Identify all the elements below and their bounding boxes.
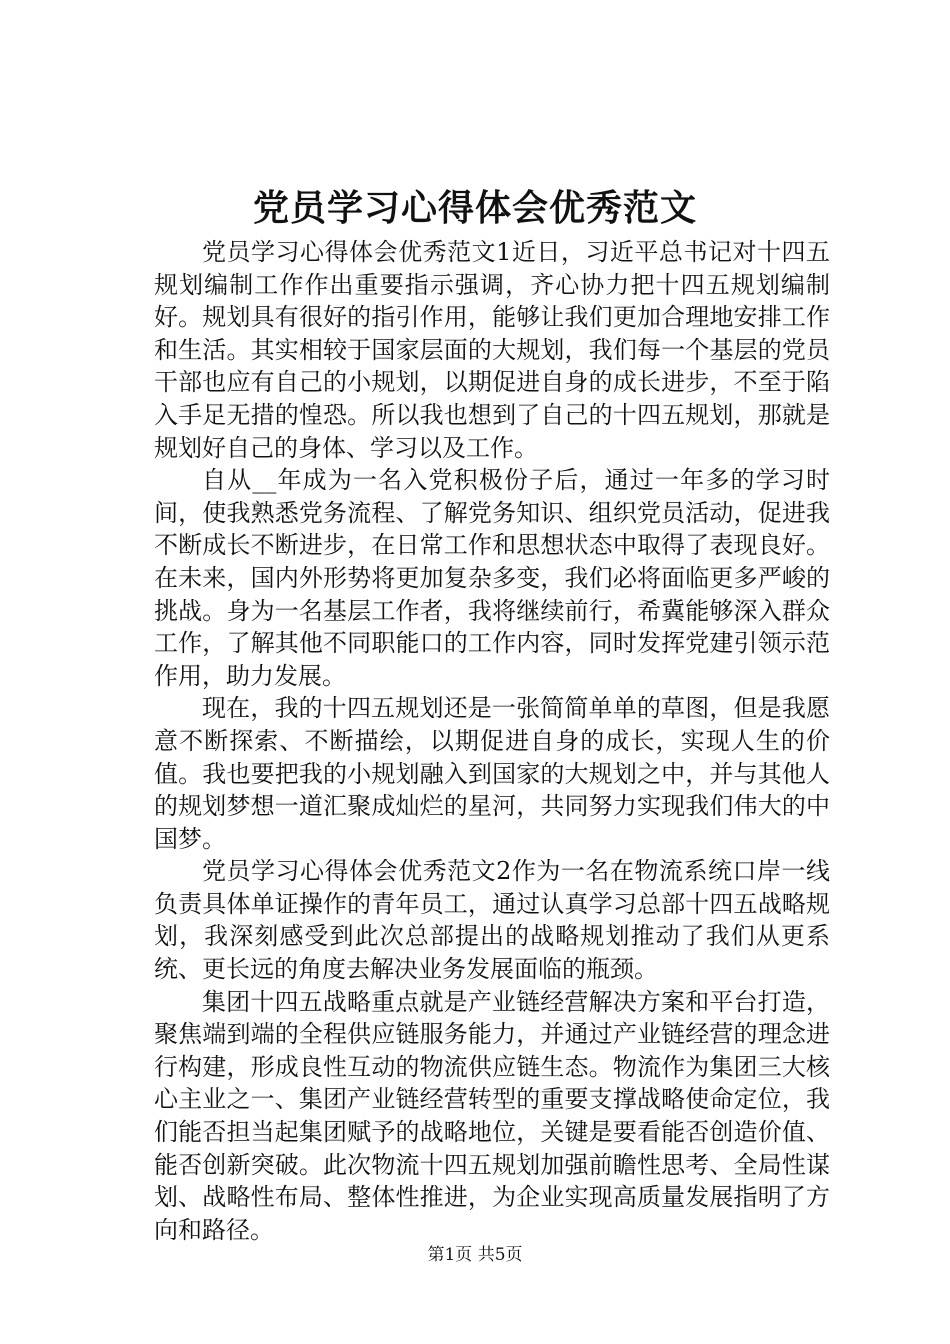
- paragraph-3: 现在，我的十四五规划还是一张简简单单的草图，但是我愿意不断探索、不断描绘，以期促进自身的成长，实现人生的价值。我也要把我的小规划融入到国家的大规划之中，并与其他人的规划梦想一道汇聚成灿烂的星河，共同努力实现我们伟大的中国梦。: [154, 694, 830, 853]
- paragraph-2: 自从__年成为一名入党积极份子后，通过一年多的学习时间，使我熟悉党务流程、了解党务知识、组织党员活动，促进我不断成长不断进步，在日常工作和思想状态中取得了表现良好。在未来，国内外形势将更加复杂多变，我们必将面临更多严峻的挑战。身为一名基层工作者，我将继续前行，希冀能够深入群众工作，了解其他不同职能口的工作内容，同时发挥党建引领示范作用，助力发展。: [154, 466, 830, 690]
- document-title: 党员学习心得体会优秀范文: [252, 187, 697, 229]
- page-footer: 第1页 共5页: [427, 1245, 523, 1265]
- document-body: [154, 236, 830, 1246]
- paragraph-4: 党员学习心得体会优秀范文2作为一名在物流系统口岸一线负责具体单证操作的青年员工，通过认真学习总部十四五战略规划，我深刻感受到此次总部提出的战略规划推动了我们从更系统、更长远的角度去解决业务发展面临的瓶颈。: [154, 857, 830, 984]
- paragraph-5: 集团十四五战略重点就是产业链经营解决方案和平台打造，聚焦端到端的全程供应链服务能力，并通过产业链经营的理念进行构建，形成良性互动的物流供应链生态。物流作为集团三大核心主业之一、集团产业链经营转型的重要支撑战略使命定位，我们能否担当起集团赋予的战略地位，关键是要看能否创造价值、能否创新突破。此次物流十四五规划加强前瞻性思考、全局性谋划、战略性布局、整体性推进，为企业实现高质量发展指明了方向和路径。: [154, 987, 830, 1244]
- paragraph-1: 党员学习心得体会优秀范文1近日，习近平总书记对十四五规划编制工作作出重要指示强调，齐心协力把十四五规划编制好。规划具有很好的指引作用，能够让我们更加合理地安排工作和生活。其实相较于国家层面的大规划，我们每一个基层的党员干部也应有自己的小规划，以期促进自身的成长进步，不至于陷入手足无措的惶恐。所以我也想到了自己的十四五规划，那就是规划好自己的身体、学习以及工作。: [154, 238, 830, 462]
